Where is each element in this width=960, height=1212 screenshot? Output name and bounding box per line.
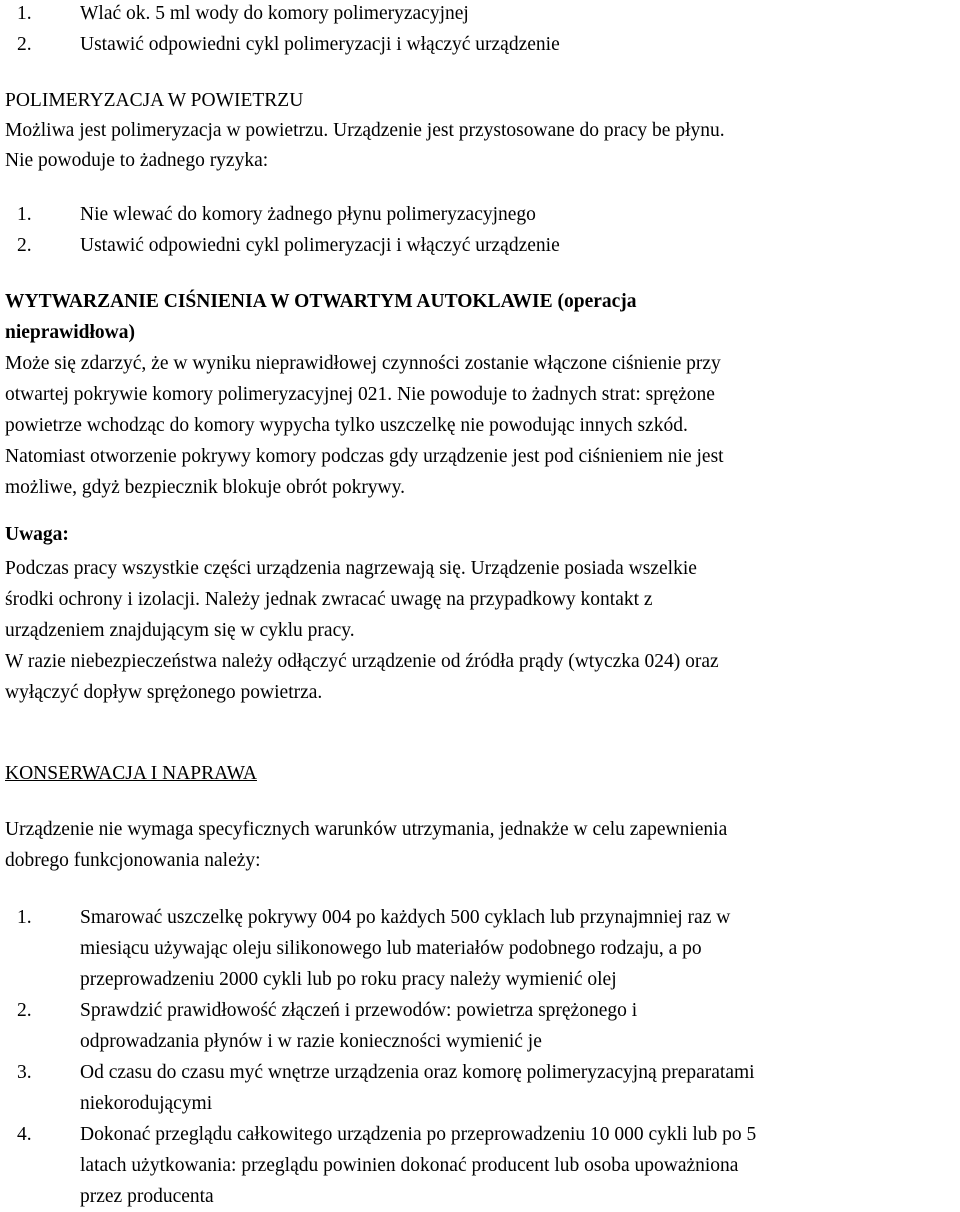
warning-para-line: wyłączyć dopływ sprężonego powietrza. — [5, 682, 323, 703]
list-number: 2. — [17, 235, 32, 256]
list-text-line: Od czasu do czasu myć wnętrze urządzenia oraz komorę polimeryzacyjną preparatami — [80, 1062, 755, 1083]
list-item — [5, 1057, 960, 1119]
air-section — [5, 85, 957, 176]
water-steps-list — [5, 0, 957, 60]
list-text-line: Smarować uszczelkę pokrywy 004 po każdych 500 cyklach lub przynajmniej raz w — [80, 907, 731, 928]
list-item — [5, 1119, 960, 1212]
list-text-line: przeprowadzeniu 2000 cykli lub po roku pracy należy wymienić olej — [80, 969, 617, 990]
list-number: 1. — [17, 204, 32, 225]
list-number: 1. — [17, 907, 32, 928]
list-text-line: odprowadzania płynów i w razie konieczności wymienić je — [80, 1031, 542, 1052]
warning-para-line: urządzeniem znajdującym się w cyklu pracy. — [5, 620, 355, 641]
list-text-line: Sprawdzić prawidłowość złączeń i przewodów: powietrza sprężonego i — [80, 1000, 638, 1021]
maintenance-heading: KONSERWACJA I NAPRAWA — [5, 763, 257, 784]
maintenance-intro — [5, 814, 957, 876]
list-text-line: Dokonać przeglądu całkowitego urządzenia po przeprowadzeniu 10 000 cykli lub po 5 — [80, 1124, 757, 1145]
list-item — [5, 995, 960, 1057]
list-text: Wlać ok. 5 ml wody do komory polimeryzacyjnej — [80, 3, 469, 24]
list-number: 2. — [17, 34, 32, 55]
list-item — [5, 29, 957, 60]
warning-para-line: środki ochrony i izolacji. Należy jednak zwracać uwagę na przypadkowy kontakt z — [5, 589, 653, 610]
list-item — [5, 230, 957, 261]
pressure-para-line: powietrze wchodząc do komory wypycha tylko uszczelkę nie powodując innych szkód. — [5, 415, 688, 436]
list-text-line: niekorodującymi — [80, 1093, 213, 1114]
air-heading: POLIMERYZACJA W POWIETRZU — [5, 90, 304, 111]
air-para-line: Nie powoduje to żadnego ryzyka: — [5, 150, 269, 171]
list-number: 3. — [17, 1062, 32, 1083]
list-number: 2. — [17, 1000, 32, 1021]
air-para-line: Możliwa jest polimeryzacja w powietrzu. Urządzenie jest przystosowane do pracy be płynu. — [5, 120, 725, 141]
maintenance-intro-line: Urządzenie nie wymaga specyficznych warunków utrzymania, jednakże w celu zapewnienia — [5, 819, 728, 840]
maintenance-section — [5, 758, 957, 789]
pressure-para-line: możliwe, gdyż bezpiecznik blokuje obrót pokrywy. — [5, 477, 405, 498]
pressure-heading-line: nieprawidłowa) — [5, 322, 136, 343]
list-number: 4. — [17, 1124, 32, 1145]
list-item — [5, 0, 957, 29]
pressure-para-line: otwartej pokrywie komory polimeryzacyjnej 021. Nie powoduje to żadnych strat: sprężone — [5, 384, 715, 405]
list-text-line: latach użytkowania: przeglądu powinien dokonać producent lub osoba upoważniona — [80, 1155, 739, 1176]
list-item — [5, 902, 960, 995]
list-text: Ustawić odpowiedni cykl polimeryzacji i włączyć urządzenie — [80, 235, 560, 256]
list-text: Ustawić odpowiedni cykl polimeryzacji i włączyć urządzenie — [80, 34, 560, 55]
pressure-para-line: Natomiast otworzenie pokrywy komory podczas gdy urządzenie jest pod ciśnieniem nie jest — [5, 446, 724, 467]
list-item — [5, 199, 957, 230]
list-text-line: miesiącu używając oleju silikonowego lub materiałów podobnego rodzaju, a po — [80, 938, 702, 959]
pressure-para-line: Może się zdarzyć, że w wyniku nieprawidłowej czynności zostanie włączone ciśnienie przy — [5, 353, 721, 374]
list-number: 1. — [17, 3, 32, 24]
list-text: Nie wlewać do komory żadnego płynu polimeryzacyjnego — [80, 204, 536, 225]
warning-heading: Uwaga: — [5, 524, 69, 545]
pressure-section — [5, 286, 957, 503]
air-steps-list — [5, 199, 957, 261]
warning-section — [5, 519, 957, 708]
list-text-line: przez producenta — [80, 1186, 214, 1207]
warning-para-line: W razie niebezpieczeństwa należy odłączyć urządzenie od źródła prądy (wtyczka 024) oraz — [5, 651, 719, 672]
maintenance-steps-list — [5, 902, 960, 1212]
maintenance-intro-line: dobrego funkcjonowania należy: — [5, 850, 261, 871]
warning-para-line: Podczas pracy wszystkie części urządzenia nagrzewają się. Urządzenie posiada wszelkie — [5, 558, 697, 579]
pressure-heading-line: WYTWARZANIE CIŚNIENIA W OTWARTYM AUTOKLAWIE (operacja — [5, 291, 637, 312]
